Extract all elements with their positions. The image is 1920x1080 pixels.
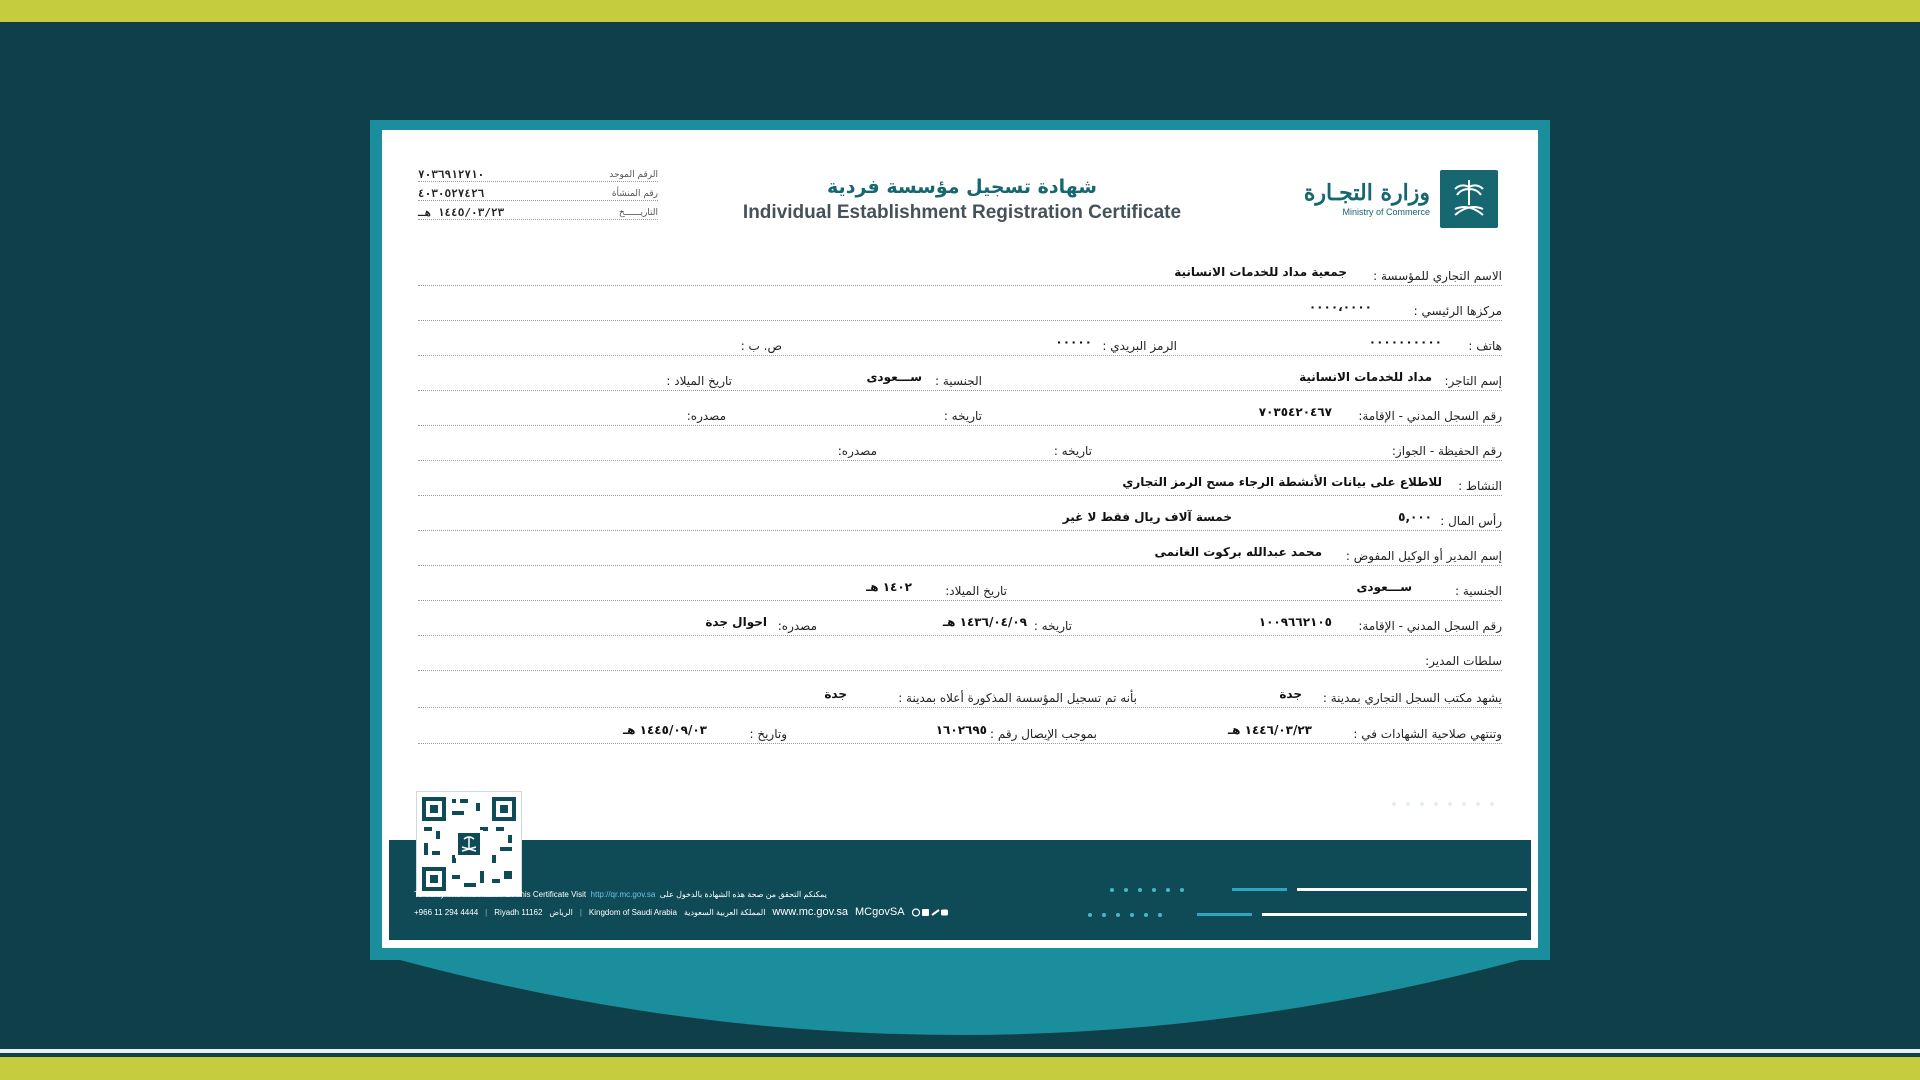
manager-id-date-value: ١٤٣٦/٠٤/٠٩ هـ	[943, 615, 1027, 629]
hq-value: ٠٠٠٠،٠٠٠٠	[1308, 300, 1372, 314]
decor-dash-2	[1297, 888, 1527, 891]
civil-id-value: ٧٠٣٥٤٢٠٤٦٧	[1258, 405, 1332, 419]
manager-id-source-label: مصدره:	[777, 619, 817, 633]
manager-powers-label: سلطات المدير:	[1425, 654, 1502, 668]
pobox-label: ص. ب :	[740, 339, 782, 353]
decor-dots-3	[1392, 802, 1494, 806]
capital-value: ٥,٠٠٠	[1398, 510, 1432, 524]
receipt-date-label: وتاريخ :	[749, 727, 787, 741]
qr-code-icon	[420, 795, 518, 893]
merchant-label: إسم التاجر:	[1444, 374, 1502, 388]
certificate-paper	[382, 130, 1538, 948]
bottom-band	[0, 1057, 1920, 1080]
activity-label: النشاط :	[1458, 479, 1502, 493]
decor-dash-1	[1232, 888, 1287, 891]
merchant-value: مداد للخدمات الانسانية	[1299, 370, 1432, 384]
manager-id-date-label: تاريخه :	[1033, 619, 1072, 633]
decor-dots-1	[1110, 888, 1184, 892]
date-value: ١٤٤٥/٠٣/٢٣ هـ	[418, 206, 505, 219]
social-icons[interactable]	[912, 908, 948, 917]
manager-nationality-label: الجنسية :	[1455, 584, 1502, 598]
civil-id-label: رقم السجل المدني - الإقامة:	[1358, 409, 1502, 423]
phone-value: ٠٠٠٠٠٠٠٠٠٠	[1368, 335, 1442, 349]
civil-id-date-label: تاريخه :	[943, 409, 982, 423]
social-handle[interactable]: MCgovSA	[855, 906, 905, 918]
date-label: التاريــــــخ	[618, 207, 658, 218]
verify-arabic: يمكنكم التحقق من صحة هذه الشهادة بالدخول على	[659, 890, 827, 899]
civil-id-source-label: مصدره:	[686, 409, 726, 423]
contact-country-ar: المملكة العربية السعودية	[683, 907, 766, 917]
unified-number-label: الرقم الموحد	[609, 169, 658, 180]
postal-code-label: الرمز البريدي :	[1102, 339, 1177, 353]
decor-dash-4	[1262, 913, 1527, 916]
unified-number-row	[418, 168, 658, 182]
decor-dash-3	[1197, 913, 1252, 916]
contact-country-en: Kingdom of Saudi Arabia	[588, 907, 677, 917]
expiry-row	[418, 718, 1502, 744]
manager-civil-id-value: ١٠٠٩٦٦٢١٠٥	[1258, 615, 1332, 629]
manager-civil-id-row	[418, 610, 1502, 636]
receipt-label: بموجب الإيصال رقم :	[990, 727, 1097, 741]
certify-city-2: جدة	[824, 687, 847, 701]
receipt-value: ١٦٠٢٦٩٥	[935, 723, 987, 737]
merchant-birth-label: تاريخ الميلاد :	[666, 374, 732, 388]
passport-source-label: مصدره:	[837, 444, 877, 458]
certificate-title	[737, 174, 1187, 226]
manager-civil-id-label: رقم السجل المدني - الإقامة:	[1358, 619, 1502, 633]
manager-nationality-value: ســـعودى	[1356, 580, 1412, 594]
contact-line: +966 11 294 4444 | Riyadh 11162 الرياض | Kingdom of Saudi Arabia المملكة العربية السعودية www.mc.gov.sa MCgovSA	[414, 906, 948, 918]
activity-value: للاطلاع على بيانات الأنشطة الرجاء مسح الرمز التجاري	[1122, 475, 1442, 489]
capital-words: خمسة آلاف ريال فقط لا غير	[1062, 510, 1232, 524]
phone-row	[418, 330, 1502, 356]
date-row	[418, 206, 658, 220]
merchant-row	[418, 365, 1502, 391]
unified-number-value: ٧٠٣٦٩١٢٧١٠	[418, 168, 485, 181]
manager-label: إسم المدير أو الوكيل المفوض :	[1345, 549, 1502, 563]
contact-phone: +966 11 294 4444	[414, 907, 479, 917]
trade-name-row	[418, 260, 1502, 286]
ministry-name-english: Ministry of Commerce	[1342, 207, 1430, 217]
title-english: Individual Establishment Registration Certificate	[742, 202, 1182, 223]
manager-nationality-row	[418, 575, 1502, 601]
certify-row	[418, 682, 1502, 708]
hq-label: مركزها الرئيسي :	[1413, 304, 1502, 318]
verification-qr-code[interactable]	[417, 792, 521, 896]
certify-label: يشهد مكتب السجل التجاري بمدينة :	[1322, 691, 1502, 705]
verify-english: To Verify The Information Of This Certificate Visit	[414, 890, 587, 899]
manager-powers-row	[418, 645, 1502, 671]
capital-label: رأس المال :	[1440, 514, 1502, 528]
certify-city: جدة	[1279, 687, 1302, 701]
expiry-value: ١٤٤٦/٠٣/٢٣ هـ	[1228, 723, 1312, 737]
ministry-logo	[1304, 170, 1498, 228]
phone-label: هاتف :	[1468, 339, 1502, 353]
website-link[interactable]: www.mc.gov.sa	[772, 906, 849, 918]
establishment-number-value: ٤٠٣٠٥٢٧٤٢٦	[418, 187, 485, 200]
expiry-label: وتنتهي صلاحية الشهادات في :	[1353, 727, 1502, 741]
capital-row	[418, 505, 1502, 531]
manager-birth-value: ١٤٠٢ هـ	[866, 580, 912, 594]
palm-swords-emblem-icon	[1440, 170, 1498, 228]
hq-row	[418, 295, 1502, 321]
verify-link[interactable]: http://qr.mc.gov.sa	[590, 890, 656, 899]
establishment-number-label: رقم المنشأة	[611, 188, 658, 199]
contact-city-en: Riyadh 11162	[494, 907, 543, 917]
merchant-nationality-label: الجنسية :	[935, 374, 982, 388]
manager-birth-label: تاريخ الميلاد:	[945, 584, 1007, 598]
certify-label-2: بأنه تم تسجيل المؤسسة المذكورة أعلاه بمدينة :	[898, 691, 1137, 705]
contact-city-ar: الرياض	[549, 907, 573, 917]
title-arabic: شهادة تسجيل مؤسسة فردية	[827, 176, 1097, 198]
passport-label: رقم الحفيظة - الجواز:	[1391, 444, 1502, 458]
passport-date-label: تاريخه :	[1053, 444, 1092, 458]
manager-value: محمد عبدالله بركوت الغانمى	[1154, 545, 1322, 559]
ministry-name-arabic: وزارة التجـارة	[1303, 180, 1430, 206]
merchant-nationality-value: ســـعودى	[866, 370, 922, 384]
manager-row	[418, 540, 1502, 566]
watermark-dots: · · · · · ·	[902, 650, 1007, 685]
bottom-divider	[0, 1049, 1920, 1053]
verify-line	[414, 890, 827, 899]
trade-name-value: جمعية مداد للخدمات الانسانية	[1174, 265, 1347, 279]
postal-code-value: ٠٠٠٠٠	[1055, 335, 1092, 349]
establishment-number-row	[418, 187, 658, 201]
trade-name-label: الاسم التجاري للمؤسسة :	[1373, 269, 1502, 283]
certificate-meta	[418, 168, 658, 225]
decor-dots-2	[1088, 913, 1162, 917]
manager-id-source-value: احوال جدة	[705, 615, 767, 629]
passport-row	[418, 435, 1502, 461]
receipt-date-value: ١٤٤٥/٠٩/٠٣ هـ	[623, 723, 707, 737]
civil-id-row	[418, 400, 1502, 426]
activity-row	[418, 470, 1502, 496]
